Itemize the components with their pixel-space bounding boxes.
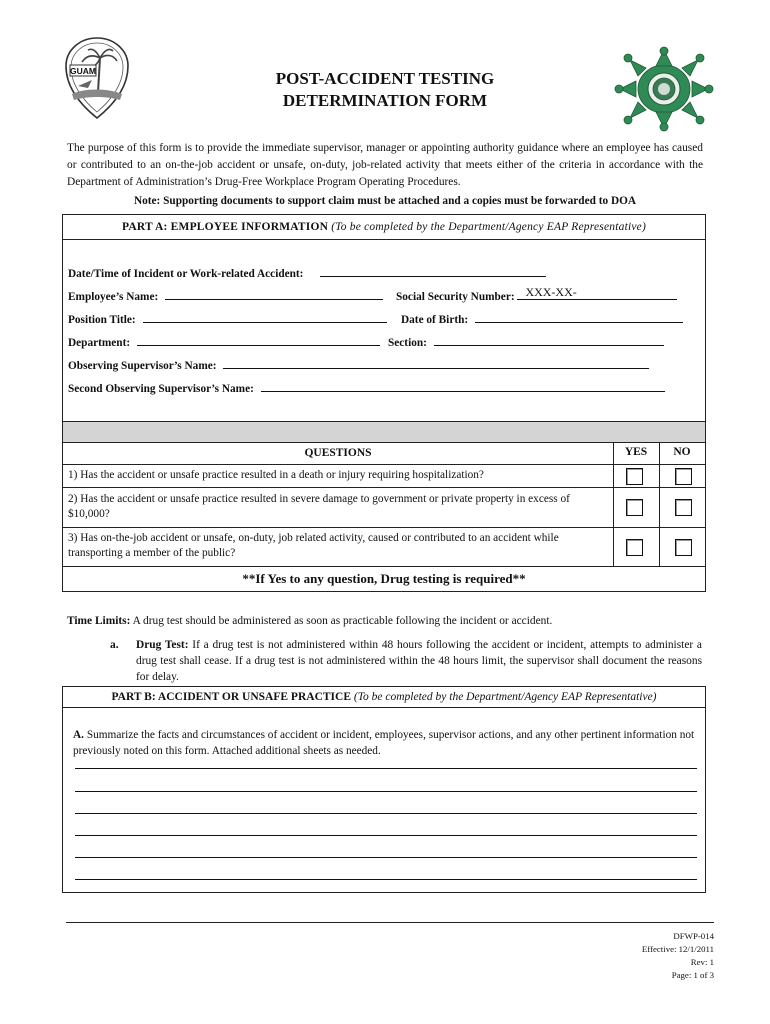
guam-seal-logo bbox=[62, 36, 132, 120]
second-observing-supervisor-input[interactable] bbox=[261, 380, 665, 392]
summary-line-2[interactable] bbox=[75, 791, 697, 792]
employee-name-input[interactable] bbox=[165, 288, 383, 300]
part-a-subtitle: (To be completed by the Department/Agency EAP Representative) bbox=[331, 221, 647, 233]
summary-line-4[interactable] bbox=[75, 835, 697, 836]
part-b-header bbox=[63, 687, 705, 708]
department-input[interactable] bbox=[137, 334, 380, 346]
part-b-subtitle: (To be completed by the Department/Agency EAP Representative) bbox=[353, 691, 657, 703]
form-id: DFWP-014 bbox=[673, 931, 714, 941]
time-limits-label: Time Limits: bbox=[67, 615, 131, 627]
doa-emblem-logo bbox=[612, 44, 716, 134]
summary-line-6[interactable] bbox=[75, 879, 697, 880]
department-label: Department: bbox=[68, 337, 131, 349]
drug-test-title: Drug Test: bbox=[136, 639, 189, 651]
page-number: Page: 1 of 3 bbox=[671, 970, 714, 980]
ssn-field bbox=[396, 285, 677, 303]
question-row-2 bbox=[63, 488, 705, 528]
question-3-text: 3) Has on-the-job accident or unsafe, on-duty, job related activity, caused or contributed to an accident while transporting a member of the public? bbox=[68, 532, 559, 559]
section-input[interactable] bbox=[434, 334, 664, 346]
datetime-label: Date/Time of Incident or Work-related Accident: bbox=[68, 268, 304, 280]
position-title-label: Position Title: bbox=[68, 314, 136, 326]
employee-name-label: Employee’s Name: bbox=[68, 291, 159, 303]
title-line-2: DETERMINATION FORM bbox=[282, 91, 488, 110]
datetime-field bbox=[68, 265, 546, 280]
footer-rule bbox=[66, 922, 714, 923]
yes-column-divider bbox=[613, 443, 614, 567]
summary-line-1[interactable] bbox=[75, 768, 697, 769]
drug-test-item-body bbox=[136, 637, 702, 685]
part-b-section bbox=[62, 686, 706, 893]
summary-instructions bbox=[73, 727, 697, 759]
employee-name-field bbox=[68, 288, 383, 303]
title-line-1: POST-ACCIDENT TESTING bbox=[275, 69, 495, 88]
question-1-text: 1) Has the accident or unsafe practice resulted in a death or injury requiring hospitalization? bbox=[68, 469, 484, 481]
questions-header-row bbox=[63, 443, 705, 465]
drug-testing-required-text: **If Yes to any question, Drug testing is required** bbox=[242, 571, 526, 586]
dob-label: Date of Birth: bbox=[401, 314, 469, 326]
question-2-no-checkbox[interactable] bbox=[675, 499, 692, 516]
section-label: Section: bbox=[388, 337, 427, 349]
observing-supervisor-field bbox=[68, 357, 649, 372]
ssn-value: XXX-XX- bbox=[525, 285, 577, 299]
dob-field bbox=[401, 311, 683, 326]
form-title bbox=[200, 68, 570, 112]
question-3-no-checkbox[interactable] bbox=[675, 539, 692, 556]
question-row-3 bbox=[63, 528, 705, 567]
position-title-input[interactable] bbox=[143, 311, 387, 323]
yes-header: YES bbox=[624, 446, 648, 458]
observing-supervisor-label: Observing Supervisor’s Name: bbox=[68, 360, 217, 372]
observing-supervisor-input[interactable] bbox=[223, 357, 649, 369]
supporting-documents-note: Note: Supporting documents to support claim must be attached and a copies must be forwarded to DOA bbox=[133, 195, 637, 207]
time-limits bbox=[67, 615, 552, 627]
part-b-title: PART B: ACCIDENT OR UNSAFE PRACTICE bbox=[111, 691, 351, 703]
section-field bbox=[388, 334, 664, 349]
drug-test-item-label: a. bbox=[110, 639, 119, 651]
purpose-paragraph: The purpose of this form is to provide the immediate supervisor, manager or appointing authority guidance where an employee has caused or contributed to an on-the-job accident or unsafe, on-duty, job-related activity that meets either of the criteria in accordance with the Department of Administration’s Drug-Free Workplace Program Operating Procedures. bbox=[67, 142, 703, 188]
part-a-section bbox=[62, 214, 706, 592]
summary-label: A. bbox=[73, 729, 84, 741]
effective-date: Effective: 12/1/2011 bbox=[641, 944, 714, 954]
question-row-1 bbox=[63, 465, 705, 488]
position-title-field bbox=[68, 311, 387, 326]
grey-separator-band bbox=[63, 421, 705, 443]
summary-text: Summarize the facts and circumstances of accident or incident, employees, supervisor actions, and any other pertinent information not previously noted on this form. Attached additional sheets as needed. bbox=[73, 729, 695, 757]
summary-line-3[interactable] bbox=[75, 813, 697, 814]
part-a-header bbox=[63, 215, 705, 240]
revision: Rev: 1 bbox=[690, 957, 714, 967]
question-2-yes-checkbox[interactable] bbox=[626, 499, 643, 516]
question-3-yes-checkbox[interactable] bbox=[626, 539, 643, 556]
no-header: NO bbox=[673, 446, 691, 458]
dob-input[interactable] bbox=[475, 311, 683, 323]
drug-test-item bbox=[110, 637, 702, 685]
part-a-title: PART A: EMPLOYEE INFORMATION bbox=[121, 221, 329, 233]
no-column-divider bbox=[659, 443, 660, 567]
ssn-label: Social Security Number: bbox=[396, 291, 515, 303]
question-1-no-checkbox[interactable] bbox=[675, 468, 692, 485]
time-limits-text: A drug test should be administered as soon as practicable following the incident or accident. bbox=[132, 615, 553, 627]
second-observing-supervisor-label: Second Observing Supervisor’s Name: bbox=[68, 383, 254, 395]
department-field bbox=[68, 334, 380, 349]
questions-header: QUESTIONS bbox=[304, 447, 372, 459]
question-1-yes-checkbox[interactable] bbox=[626, 468, 643, 485]
question-2-text: 2) Has the accident or unsafe practice resulted in severe damage to government or private property in excess of $10,000? bbox=[68, 493, 570, 520]
footer-info bbox=[642, 930, 714, 982]
drug-test-text: If a drug test is not administered within 48 hours following the accident or incident, attempts to administer a drug test shall cease. If a drug test is not administered within the 48 hours limit, the supervisor shall document the reasons for delay. bbox=[136, 639, 702, 683]
summary-line-5[interactable] bbox=[75, 857, 697, 858]
ssn-input[interactable] bbox=[517, 285, 677, 300]
seal-text: GUAM bbox=[70, 66, 96, 76]
second-observing-supervisor-field bbox=[68, 380, 665, 395]
datetime-input[interactable] bbox=[320, 265, 546, 277]
